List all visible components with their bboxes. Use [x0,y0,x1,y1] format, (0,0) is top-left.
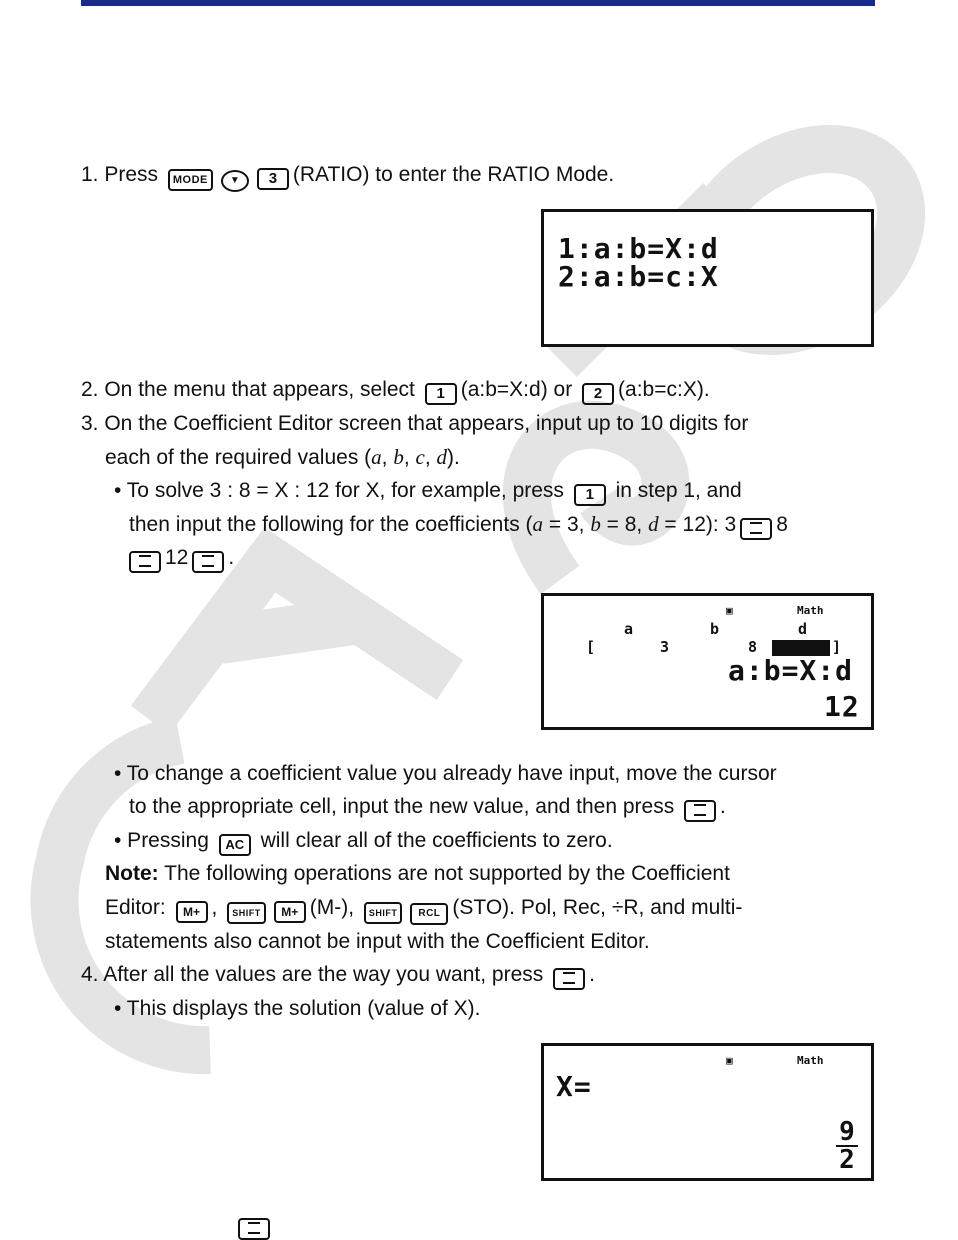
bullet-clear: • Pressing AC will clear all of the coefficients to zero. [114,828,613,856]
cell-a-value: 3 [660,638,670,656]
step-3-line-1: 3. On the Coefficient Editor screen that appears, input up to 10 digits for [81,412,749,435]
ratio-mode-label: a:b=X:d [728,654,854,687]
solution-fraction [836,1117,858,1175]
equals-key[interactable] [684,800,716,822]
key-3[interactable]: 3 [257,168,289,190]
bracket-open: [ [586,638,596,656]
indicator-icon: ▣ [726,604,733,617]
key-1-example[interactable]: 1 [574,484,606,506]
mode-key[interactable]: MODE [168,169,213,191]
m-plus-key[interactable]: M+ [274,901,306,923]
equals-icon [248,1222,260,1234]
calculator-screen-solution [541,1043,874,1181]
note-line-3: statements also cannot be input with the Coefficient Editor. [105,930,650,953]
column-label-b: b [710,620,720,638]
equals-icon [750,522,762,534]
math-indicator: Math [797,1054,824,1067]
step-4: 4. After all the values are the way you want, press . [81,962,595,990]
step-3-bullet-1-line-2: then input the following for the coefficients (a = 3, b = 8, d = 12): 3 8 [129,511,788,540]
equals-icon [694,804,706,816]
bullet-change-value-line-2: to the appropriate cell, input the new value, and then press . [129,794,726,822]
cell-b-value: 8 [748,638,758,656]
equals-key[interactable] [129,551,161,573]
equals-key[interactable] [740,518,772,540]
equals-key[interactable] [192,551,224,573]
equals-icon [563,972,575,984]
column-label-a: a [624,620,634,638]
equals-key[interactable] [553,968,585,990]
key-2[interactable]: 2 [582,383,614,405]
calculator-screen-coefficient-editor [541,593,874,730]
rcl-key[interactable]: RCL [410,903,448,925]
header-rule [81,0,875,6]
step-3-bullet-1-line-3: 12 . [129,545,234,573]
shift-key[interactable]: SHIFT [227,902,266,924]
column-label-d: d [798,620,808,638]
equals-icon [139,555,151,567]
solution-label: X= [556,1070,592,1103]
bullet-change-value: • To change a coefficient value you already have input, move the cursor [114,762,777,785]
ac-key[interactable]: AC [219,834,251,856]
step-4-bullet: • This displays the solution (value of X). [114,997,481,1020]
step-3-line-2: each of the required values (a, b, c, d). [105,445,460,469]
m-plus-key[interactable]: M+ [176,901,208,923]
math-indicator: Math [797,604,824,617]
menu-option-1: 1:a:b=X:d [558,232,719,265]
menu-option-2: 2:a:b=c:X [558,260,719,293]
note-line-2: Editor: M+ , SHIFT M+ (M-), SHIFT RCL (STO). Pol, Rec, ÷R, and multi- [105,895,742,925]
note-label: Note: [105,862,159,885]
key-1[interactable]: 1 [425,383,457,405]
down-arrow-key[interactable]: ▼ [221,170,249,192]
input-value: 12 [824,690,860,723]
step-2: 2. On the menu that appears, select 1 (a:b=X:d) or 2 (a:b=c:X). [81,377,710,405]
bracket-close: ] [832,638,842,656]
calculator-screen-ratio-menu [541,209,874,347]
fraction-numerator: 9 [839,1117,855,1147]
shift-key[interactable]: SHIFT [364,902,403,924]
fraction-denominator: 2 [839,1145,855,1175]
equals-icon [202,555,214,567]
step-1: 1. Press MODE ▼ 3 (RATIO) to enter the RATIO Mode. [81,162,614,192]
indicator-icon: ▣ [726,1054,733,1067]
step-3-bullet-1: • To solve 3 : 8 = X : 12 for X, for example, press 1 in step 1, and [114,478,742,506]
bottom-equals-key-row [234,1212,274,1240]
note-line-1: Note: The following operations are not supported by the Coefficient [105,862,730,885]
